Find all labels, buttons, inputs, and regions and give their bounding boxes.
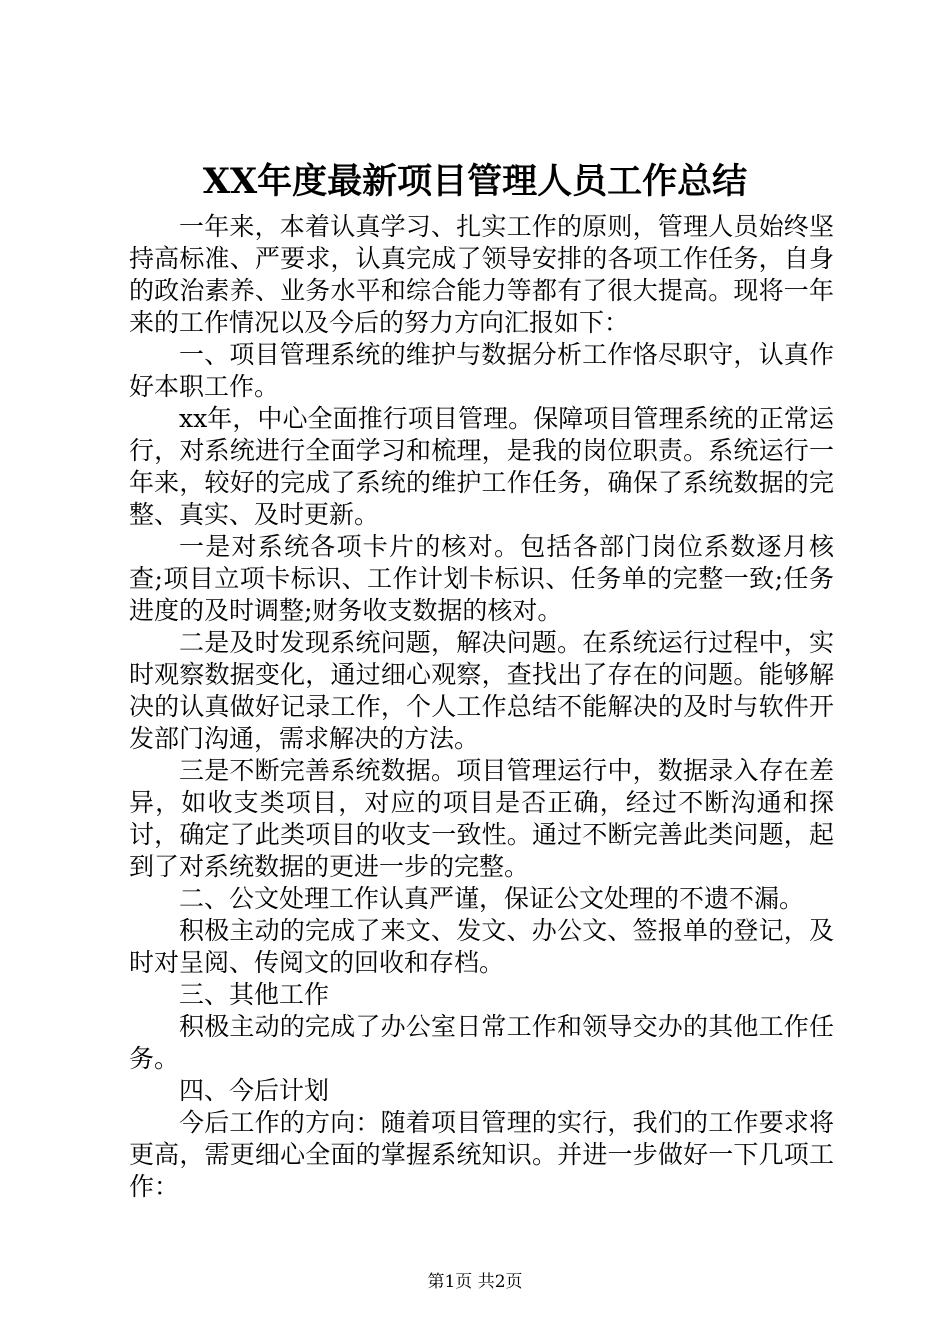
paragraph-intro: 一年来，本着认真学习、扎实工作的原则，管理人员始终坚持高标准、严要求，认真完成了领导安排的各项工作任务，自身的政治素养、业务水平和综合能力等都有了很大提高。现将一年来的工作情况以及今后的努力方向汇报如下： — [129, 212, 834, 337]
page-number-footer: 第1页 共2页 — [427, 1272, 523, 1292]
paragraph-section-3-body: 积极主动的完成了办公室日常工作和领导交办的其他工作任务。 — [129, 1012, 834, 1073]
document-body — [129, 211, 834, 1203]
paragraph-section-4-heading: 四、今后计划 — [179, 1076, 330, 1105]
paragraph-section-1-body: xx年，中心全面推行项目管理。保障项目管理系统的正常运行，对系统进行全面学习和梳理，是我的岗位职责。系统运行一年来，较好的完成了系统的维护工作任务，确保了系统数据的完整、真实、及时更新。 — [129, 404, 834, 529]
paragraph-section-3-heading: 三、其他工作 — [179, 980, 330, 1009]
paragraph-item-3: 三是不断完善系统数据。项目管理运行中，数据录入存在差异，如收支类项目，对应的项目是否正确，经过不断沟通和探讨，确定了此类项目的收支一致性。通过不断完善此类问题，起到了对系统数据的更进一步的完整。 — [129, 756, 834, 881]
paragraph-item-1: 一是对系统各项卡片的核对。包括各部门岗位系数逐月核查;项目立项卡标识、工作计划卡标识、任务单的完整一致;任务进度的及时调整;财务收支数据的核对。 — [129, 532, 834, 625]
paragraph-item-2: 二是及时发现系统问题，解决问题。在系统运行过程中，实时观察数据变化，通过细心观察，查找出了存在的问题。能够解决的认真做好记录工作，个人工作总结不能解决的及时与软件开发部门沟通，需求解决的方法。 — [129, 628, 834, 753]
paragraph-section-4-body: 今后工作的方向：随着项目管理的实行，我们的工作要求将更高，需更细心全面的掌握系统知识。并进一步做好一下几项工作： — [129, 1108, 834, 1201]
paragraph-section-2-body: 积极主动的完成了来文、发文、办公文、签报单的登记，及时对呈阅、传阅文的回收和存档。 — [129, 916, 834, 977]
paragraph-section-2-heading: 二、公文处理工作认真严谨，保证公文处理的不遗不漏。 — [179, 884, 805, 913]
document-title: XX年度最新项目管理人员工作总结 — [202, 161, 748, 202]
paragraph-section-1-heading: 一、项目管理系统的维护与数据分析工作恪尽职守，认真作好本职工作。 — [129, 340, 834, 401]
